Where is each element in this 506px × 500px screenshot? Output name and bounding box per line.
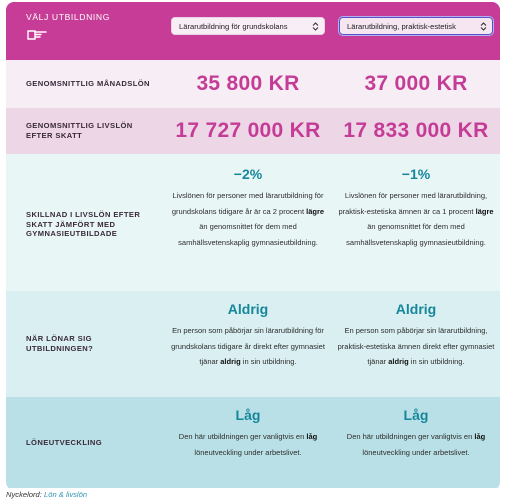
difference-a-description — [164, 188, 332, 250]
lifetime-salary-b-cell — [332, 108, 500, 154]
monthly-salary-b-cell — [332, 60, 500, 108]
payoff-b-value: Aldrig — [395, 301, 437, 317]
lifetime-difference-row — [6, 154, 500, 291]
education-select-a-value: Lärarutbildning för grundskolans — [179, 21, 288, 31]
monthly-salary-a-value: 35 800 KR — [196, 72, 300, 95]
chevron-up-down-icon — [312, 22, 319, 31]
salary-development-label: LÖNEUTVECKLING — [26, 437, 103, 447]
development-b-text-end: löneutveckling under arbetslivet. — [362, 447, 470, 457]
payoff-b-text: En person som påbörjar sin lärarutbildning, praktisk-estetiska ämnen direkt efter gymnasiet tjänar — [337, 326, 495, 366]
difference-b-text-end: än genomsnittet för dem med samhällsvetenskaplig gymnasieutbildning. — [346, 222, 486, 247]
payoff-a-emphasis: aldrig — [220, 357, 241, 366]
difference-a-value: −2% — [233, 166, 263, 182]
difference-a-cell — [164, 154, 332, 291]
difference-b-cell — [332, 154, 500, 291]
payoff-row — [6, 291, 500, 397]
development-b-emphasis: låg — [474, 432, 486, 441]
lifetime-salary-row — [6, 108, 500, 154]
monthly-salary-label: GENOMSNITTLIG MÅNADSLÖN — [26, 79, 150, 89]
difference-a-emphasis: lägre — [306, 206, 325, 216]
keyword-link[interactable]: Lön & livslön — [44, 490, 88, 499]
lifetime-salary-label: GENOMSNITTLIG LIVSLÖN EFTER SKATT — [26, 121, 133, 140]
pointing-hand-icon — [26, 28, 48, 40]
chevron-up-down-icon — [480, 22, 487, 31]
choose-education-title: VÄLJ UTBILDNING — [26, 12, 110, 22]
comparison-card — [6, 2, 500, 490]
lifetime-salary-b-value: 17 833 000 KR — [343, 119, 489, 142]
education-select-a[interactable] — [171, 17, 325, 35]
education-select-b[interactable] — [339, 17, 493, 35]
difference-b-value: −1% — [401, 166, 431, 182]
development-b-text: Den här utbildningen ger vanligtvis en — [346, 432, 473, 441]
lifetime-difference-label: SKILLNAD I LIVSLÖN EFTER SKATT JÄMFÖRT MED GYMNASIEUTBILDADE — [26, 209, 141, 239]
payoff-a-text-end: in sin utbildning. — [242, 357, 297, 366]
keywords-footer — [6, 490, 87, 499]
monthly-salary-b-value: 37 000 KR — [364, 72, 468, 95]
difference-b-emphasis: lägre — [475, 206, 494, 216]
payoff-a-text: En person som påbörjar sin lärarutbildning för grundskolans tidigare år direkt efter gymnasiet tjänar — [171, 326, 325, 366]
select-b-cell — [332, 2, 500, 35]
payoff-label: NÄR LÖNAR SIG UTBILDNINGEN? — [26, 334, 94, 353]
payoff-b-text-end: in sin utbildning. — [410, 357, 465, 366]
monthly-salary-row — [6, 60, 500, 108]
keywords-label: Nyckelord: — [6, 490, 42, 499]
difference-b-text: Livslönen för personer med lärarutbildning, praktisk-estetiska ämnen är ca 1 procent — [338, 191, 488, 216]
lifetime-salary-a-cell — [164, 108, 332, 154]
development-a-text-end: löneutveckling under arbetslivet. — [194, 447, 302, 457]
select-a-cell — [164, 2, 332, 35]
difference-a-text-end: än genomsnittet för dem med samhällsvetenskaplig gymnasieutbildning. — [178, 222, 318, 247]
development-b-cell — [332, 397, 500, 488]
payoff-a-description — [164, 323, 332, 370]
monthly-salary-a-cell — [164, 60, 332, 108]
payoff-a-value: Aldrig — [227, 301, 269, 317]
payoff-b-emphasis: aldrig — [388, 357, 409, 366]
development-a-description — [164, 429, 332, 460]
development-b-description — [332, 429, 500, 460]
development-b-value: Låg — [403, 407, 429, 423]
lifetime-salary-a-value: 17 727 000 KR — [175, 119, 321, 142]
difference-a-text: Livslönen för personer med lärarutbildning för grundskolans tidigare år är ca 2 procent — [171, 191, 324, 216]
payoff-a-cell — [164, 291, 332, 397]
development-a-value: Låg — [235, 407, 261, 423]
development-a-text: Den här utbildningen ger vanligtvis en — [178, 432, 305, 441]
education-select-b-value: Lärarutbildning, praktisk-estetisk — [347, 21, 456, 31]
payoff-b-description — [332, 323, 500, 370]
salary-development-row — [6, 397, 500, 488]
header-label-cell — [6, 2, 164, 40]
payoff-b-cell — [332, 291, 500, 397]
development-a-emphasis: låg — [306, 432, 318, 441]
development-a-cell — [164, 397, 332, 488]
header-row — [6, 2, 500, 60]
difference-b-description — [332, 188, 500, 250]
